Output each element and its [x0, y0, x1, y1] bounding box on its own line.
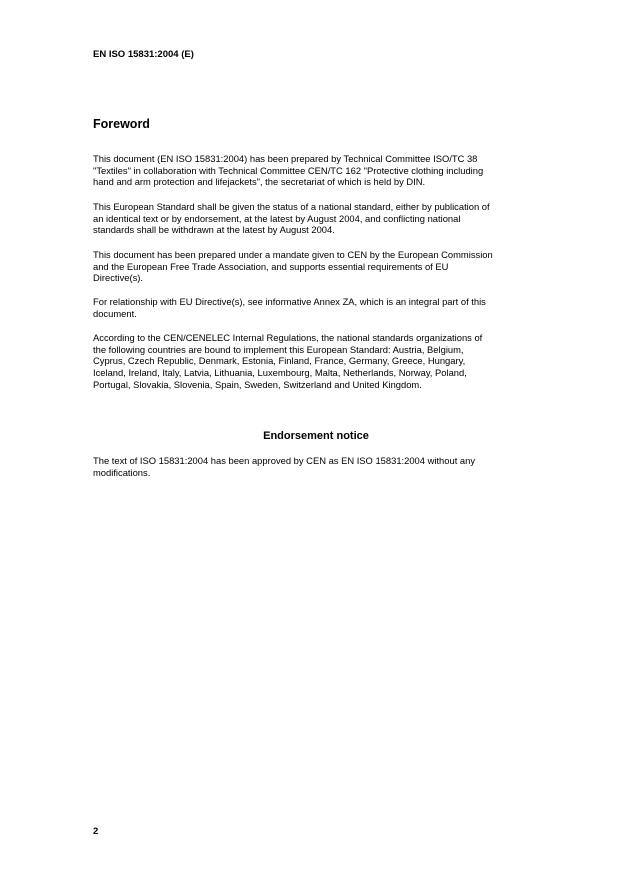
- text-line: This document has been prepared under a mandate given to CEN by the European Commission: [93, 249, 493, 260]
- text-line: For relationship with EU Directive(s), see informative Annex ZA, which is an integral part of this: [93, 296, 486, 307]
- foreword-paragraph-2: [93, 201, 553, 236]
- text-line: Iceland, Ireland, Italy, Latvia, Lithuania, Luxembourg, Malta, Netherlands, Norway, Poland,: [93, 367, 467, 379]
- foreword-title: Foreword: [93, 117, 150, 131]
- document-header: EN ISO 15831:2004 (E): [93, 49, 194, 60]
- text-line: Directive(s).: [93, 272, 144, 284]
- text-line: This European Standard shall be given the status of a national standard, either by publication of: [93, 201, 490, 212]
- foreword-paragraph-5: [93, 332, 553, 391]
- text-line: standards shall be withdrawn at the latest by August 2004.: [93, 224, 335, 236]
- text-line: an identical text or by endorsement, at the latest by August 2004, and conflicting national: [93, 212, 461, 224]
- endorsement-paragraph: [93, 455, 553, 478]
- text-line: The text of ISO 15831:2004 has been approved by CEN as EN ISO 15831:2004 without any: [93, 455, 476, 466]
- page-number: 2: [93, 826, 99, 837]
- text-line: and the European Free Trade Association, and supports essential requirements of EU: [93, 260, 449, 272]
- text-line: Cyprus, Czech Republic, Denmark, Estonia, Finland, France, Germany, Greece, Hungary,: [93, 355, 466, 367]
- text-line: Portugal, Slovakia, Slovenia, Spain, Sweden, Switzerland and United Kingdom.: [93, 378, 422, 390]
- text-line: document.: [93, 307, 137, 319]
- text-line: This document (EN ISO 15831:2004) has been prepared by Technical Committee ISO/TC 38: [93, 153, 478, 164]
- text-line: According to the CEN/CENELEC Internal Regulations, the national standards organizations of: [93, 332, 483, 343]
- endorsement-title: Endorsement notice: [263, 430, 369, 442]
- foreword-paragraph-4: [93, 296, 553, 319]
- text-line: "Textiles" in collaboration with Technical Committee CEN/TC 162 "Protective clothing including: [93, 164, 484, 176]
- foreword-paragraph-3: [93, 249, 553, 284]
- text-line: hand and arm protection and lifejackets", the secretariat of which is held by DIN.: [93, 176, 426, 188]
- text-line: the following countries are bound to implement this European Standard: Austria, Belgium,: [93, 343, 464, 355]
- text-line: modifications.: [93, 466, 151, 478]
- foreword-paragraph-1: [93, 153, 553, 188]
